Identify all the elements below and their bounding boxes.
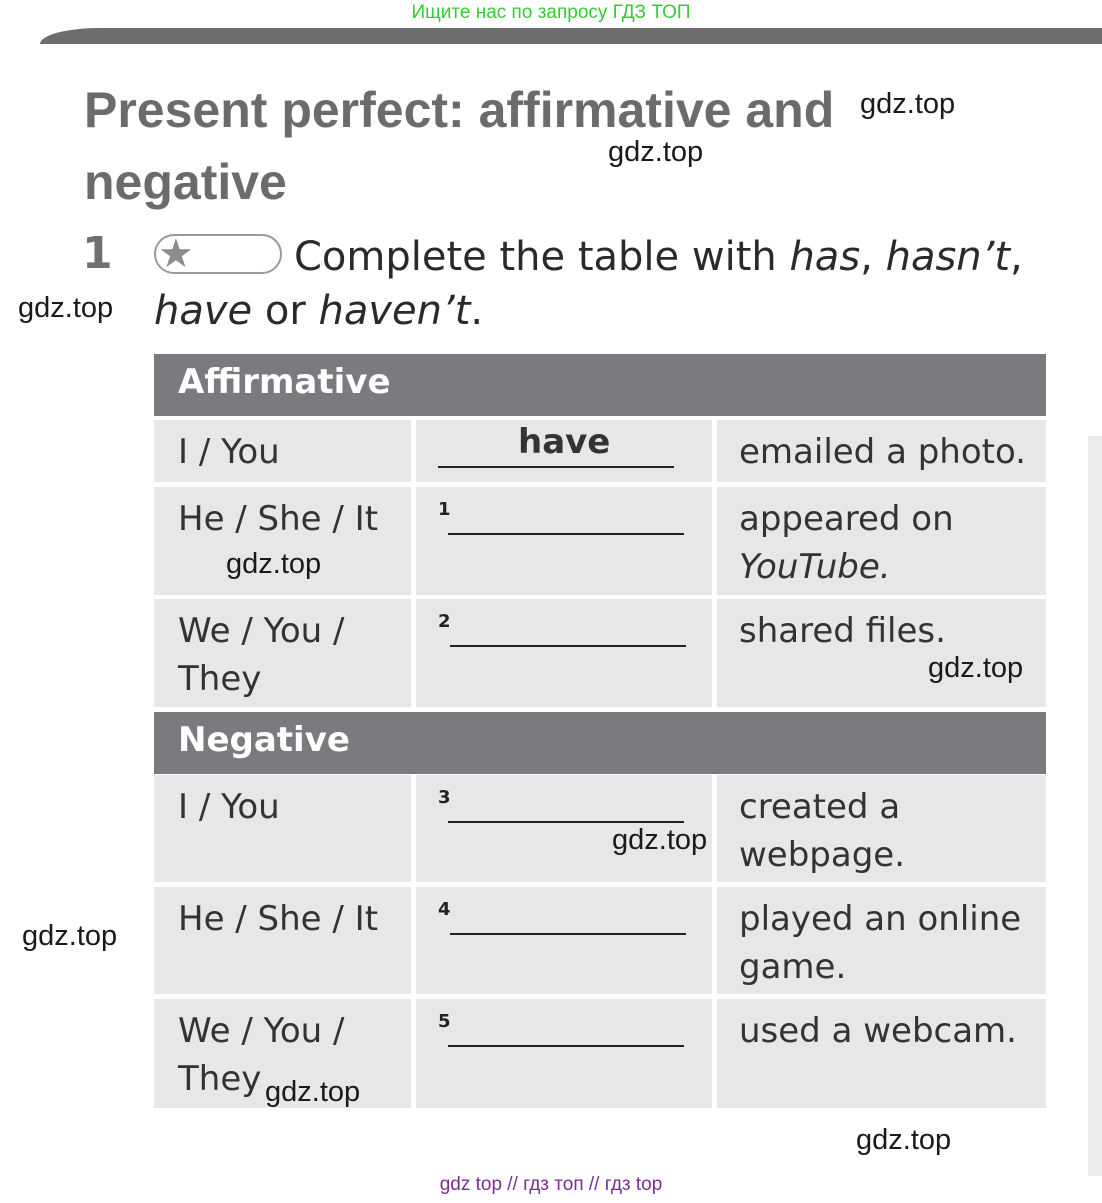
watermark: gdz.top [928,652,1024,684]
table-row-rest: used a webcam. [717,999,1046,1108]
table-row-subject: He / She / It [154,887,411,994]
watermark: gdz.top [226,548,322,580]
blank-number: 2 [438,611,451,632]
table-row-rest: shared files. [717,599,1046,707]
exercise-number: 1 [82,228,113,279]
answer-blank-3[interactable] [448,821,684,823]
table-row-rest: emailed a photo. [717,420,1046,482]
watermark: gdz.top [22,920,118,952]
footer: gdz top // гдз топ // гдз top [439,1174,663,1195]
star-icon: ★ [158,231,194,277]
answer-blank-2[interactable] [450,645,686,647]
answer-cell [416,599,712,707]
answer-blank-5[interactable] [448,1045,684,1047]
table-row-subject: We / You / They [154,599,411,707]
page-edge-bar [1088,436,1102,1176]
negative-header: Negative [154,712,1046,774]
example-answer: have [518,422,611,462]
table-row-subject: I / You [154,420,411,482]
answer-cell [416,420,712,482]
watermark: gdz.top [608,136,704,168]
blank-number: 1 [438,499,451,520]
table-row-subject: I / You [154,775,411,882]
blank-number: 3 [438,787,451,808]
watermark: gdz.top [860,88,956,120]
answer-cell [416,887,712,994]
table-row-rest: played an online game. [717,887,1046,994]
blank-number: 4 [438,899,451,920]
table-row-subject: He / She / It [154,487,411,595]
answer-blank-4[interactable] [450,933,686,935]
table-row-rest: created a webpage. [717,775,1046,882]
top-banner: Ищите нас по запросу ГДЗ ТОП [411,2,691,23]
watermark: gdz.top [612,824,708,856]
watermark: gdz.top [265,1076,361,1108]
blank-number: 5 [438,1011,451,1032]
answer-blank-1[interactable] [448,533,684,535]
page-title: Present perfect: affirmative and negative [84,82,835,210]
affirmative-header: Affirmative [154,354,1046,416]
watermark: gdz.top [856,1124,952,1156]
watermark: gdz.top [18,292,114,324]
table-row-subject: We / You / They [154,999,411,1108]
table-row-rest: appeared on YouTube. [717,487,1046,595]
answer-cell [416,999,712,1108]
answer-cell [416,487,712,595]
exercise-instruction: Complete the table with has, hasn’t, have or haven’t. [154,234,1023,334]
top-band [40,28,1102,44]
